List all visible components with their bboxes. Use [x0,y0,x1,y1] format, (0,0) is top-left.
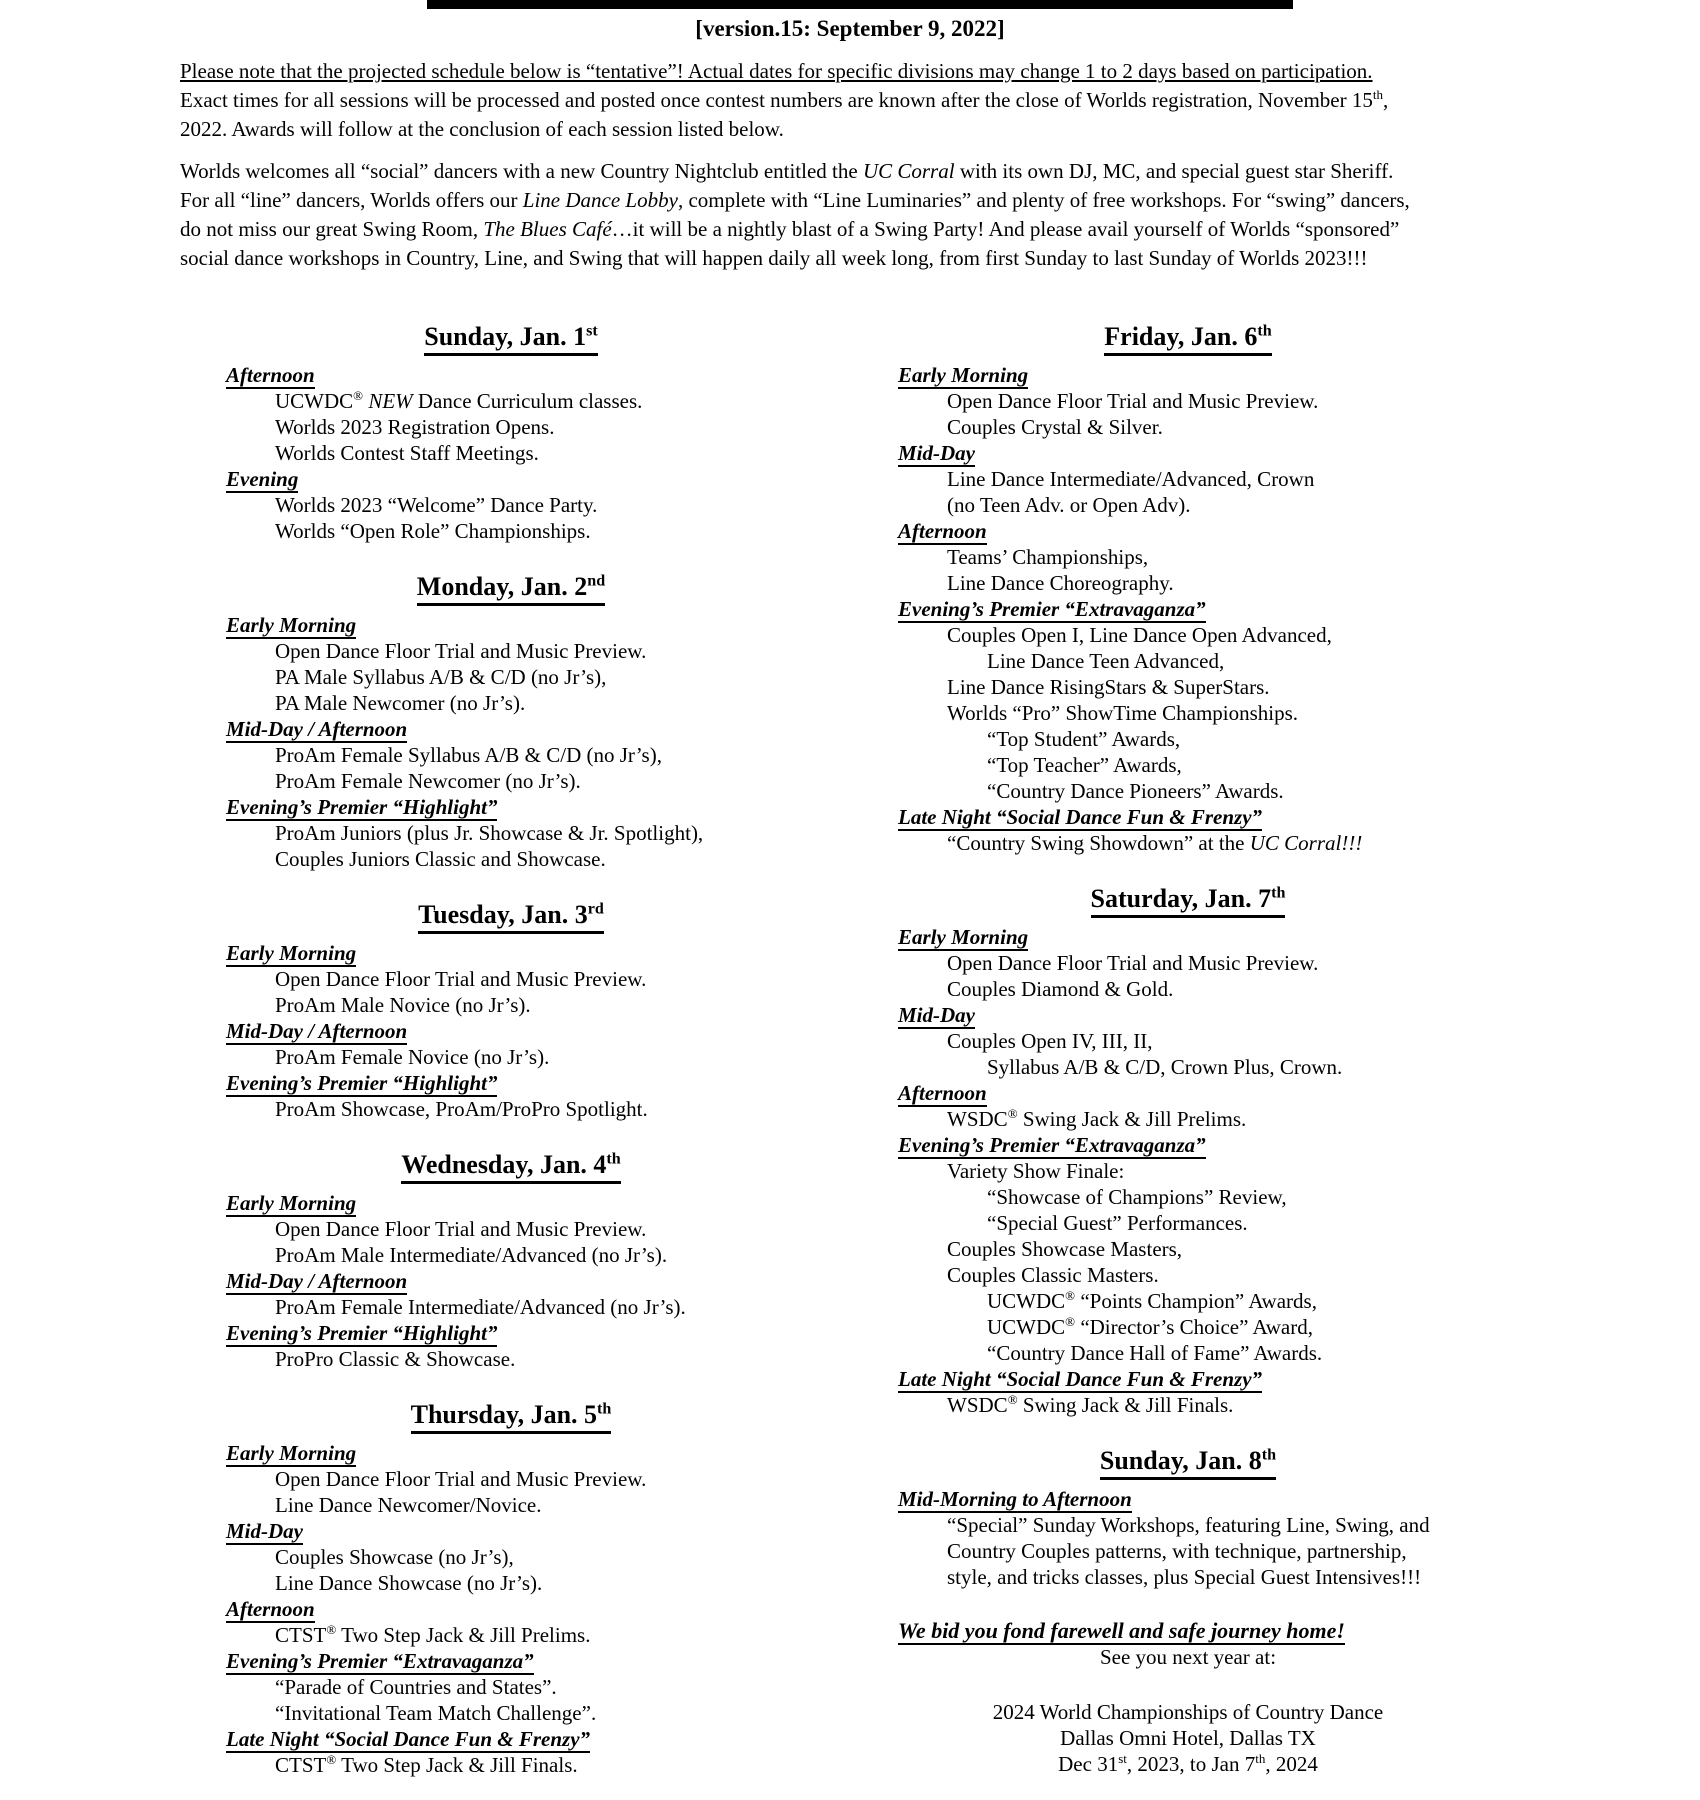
session-items [226,1216,796,1268]
schedule-item: “Special Guest” Performances. [987,1211,1248,1235]
session-label [226,612,796,638]
schedule-item: “Invitational Team Match Challenge”. [275,1701,597,1725]
day-title [226,1150,796,1184]
session-label [898,1132,1478,1158]
schedule-item: “Country Dance Hall of Fame” Awards. [987,1341,1323,1365]
day-title-text: Wednesday, Jan. 4th [401,1150,621,1184]
schedule-item: Open Dance Floor Trial and Music Preview. [275,639,647,663]
day-section [226,1400,796,1778]
session-label-text: Evening’s Premier “Highlight” [226,1071,498,1095]
schedule-item: UCWDC® “Director’s Choice” Award, [987,1314,1313,1339]
day-section [226,322,796,544]
next-event-name: 2024 World Championships of Country Dance [992,1700,1384,1724]
session-block [226,794,796,872]
schedule-item: Couples Showcase Masters, [947,1237,1183,1261]
session-label [226,1726,796,1752]
schedule-column-right [898,322,1478,1777]
session-label-text: Mid-Day [898,441,975,465]
schedule-item: “Parade of Countries and States”. [275,1675,557,1699]
session-block [898,924,1478,1002]
session-label-text: Afternoon [226,363,315,387]
schedule-item: Open Dance Floor Trial and Music Preview. [947,389,1319,413]
session-label-text: Mid-Day / Afternoon [226,717,408,741]
session-label-text: Early Morning [898,363,1029,387]
session-items [226,492,796,544]
session-block [226,1518,796,1596]
schedule-item: Syllabus A/B & C/D, Crown Plus, Crown. [987,1055,1343,1079]
session-label [898,440,1478,466]
schedule-item: Worlds 2023 Registration Opens. [275,415,555,439]
session-items [226,1044,796,1070]
session-label-text: Afternoon [898,519,987,543]
session-label-text: Mid-Day [226,1519,303,1543]
session-label-text: Late Night “Social Dance Fun & Frenzy” [898,1367,1263,1391]
farewell-subline: See you next year at: [1099,1645,1277,1669]
schedule-item: Worlds 2023 “Welcome” Dance Party. [275,493,598,517]
session-label-text: Evening’s Premier “Extravaganza” [898,597,1206,621]
session-block [226,1070,796,1122]
day-title [898,1446,1478,1480]
schedule-item: “Country Swing Showdown” at the UC Corral!!! [947,831,1363,855]
day-title-text: Saturday, Jan. 7th [1091,884,1286,918]
schedule-item: UCWDC® “Points Champion” Awards, [987,1288,1317,1313]
day-section [226,1150,796,1372]
session-block [898,1132,1478,1366]
session-label-text: Mid-Day [898,1003,975,1027]
farewell-headline [898,1618,1478,1644]
session-items [898,1512,1478,1590]
schedule-item: Line Dance Showcase (no Jr’s). [275,1571,543,1595]
day-title [226,1400,796,1434]
schedule-item: Teams’ Championships, [947,545,1149,569]
session-label [226,716,796,742]
session-items [226,388,796,466]
session-items [898,1106,1478,1132]
day-sessions [226,612,796,872]
farewell-headline-text: We bid you fond farewell and safe journey home! [898,1618,1345,1643]
session-items [898,1392,1478,1418]
session-label-text: Evening’s Premier “Highlight” [226,795,498,819]
schedule-item: (no Teen Adv. or Open Adv). [947,493,1191,517]
day-title-text: Tuesday, Jan. 3rd [418,900,604,934]
session-label [226,1320,796,1346]
day-title [898,884,1478,918]
schedule-item: ProPro Classic & Showcase. [275,1347,516,1371]
session-label-text: Mid-Morning to Afternoon [898,1487,1132,1511]
session-label [226,466,796,492]
session-block [898,1002,1478,1080]
schedule-columns [0,322,1700,1800]
session-items [226,1622,796,1648]
session-block [226,1018,796,1070]
day-title [226,900,796,934]
session-items [226,1544,796,1596]
session-label-text: Early Morning [226,941,357,965]
session-label [898,362,1478,388]
session-block [898,804,1478,856]
schedule-column-right-days [898,322,1478,1590]
top-black-bar [427,0,1293,9]
session-items [226,1346,796,1372]
schedule-item: Open Dance Floor Trial and Music Preview. [275,1217,647,1241]
session-block [898,1486,1478,1590]
session-items [226,1294,796,1320]
schedule-item: Couples Showcase (no Jr’s), [275,1545,514,1569]
schedule-item: “Country Dance Pioneers” Awards. [987,779,1284,803]
schedule-item: Couples Open I, Line Dance Open Advanced, [947,623,1332,647]
session-label [226,1070,796,1096]
day-title-text: Monday, Jan. 2nd [417,572,605,606]
day-sessions [898,924,1478,1418]
session-label-text: Early Morning [226,1441,357,1465]
session-label [898,924,1478,950]
schedule-item: Line Dance Newcomer/Novice. [275,1493,542,1517]
schedule-item: “Showcase of Champions” Review, [987,1185,1287,1209]
session-items [226,1096,796,1122]
day-title-text: Thursday, Jan. 5th [411,1400,612,1434]
schedule-item: Line Dance Teen Advanced, [987,649,1225,673]
day-sessions [226,940,796,1122]
session-label [226,1268,796,1294]
session-label [226,794,796,820]
session-block [226,1190,796,1268]
session-items [898,950,1478,1002]
session-label-text: Mid-Day / Afternoon [226,1269,408,1293]
version-line: [version.15: September 9, 2022] [695,16,1005,41]
schedule-item: Open Dance Floor Trial and Music Preview. [275,1467,647,1491]
day-sessions [226,1190,796,1372]
session-block [226,716,796,794]
session-label [226,1440,796,1466]
session-label [898,518,1478,544]
session-items [226,1674,796,1726]
schedule-item: PA Male Newcomer (no Jr’s). [275,691,526,715]
session-items [898,466,1478,518]
session-block [226,1596,796,1648]
day-title-text: Sunday, Jan. 8th [1100,1446,1276,1480]
session-label [226,1648,796,1674]
schedule-item: Worlds Contest Staff Meetings. [275,441,539,465]
next-event-venue: Dallas Omni Hotel, Dallas TX [1060,1726,1316,1750]
session-label-text: Late Night “Social Dance Fun & Frenzy” [226,1727,591,1751]
session-items [226,966,796,1018]
session-block [226,1440,796,1518]
schedule-item: Open Dance Floor Trial and Music Preview. [947,951,1319,975]
schedule-item: Worlds “Open Role” Championships. [275,519,591,543]
schedule-item: ProAm Male Novice (no Jr’s). [275,993,531,1017]
session-block [898,440,1478,518]
day-title [226,322,796,356]
day-section [898,322,1478,856]
session-items [226,742,796,794]
session-items [898,622,1478,804]
session-items [898,544,1478,596]
session-items [898,830,1478,856]
session-items [898,1158,1478,1366]
next-event-details [898,1699,1478,1777]
schedule-item: Couples Juniors Classic and Showcase. [275,847,606,871]
session-block [226,1268,796,1320]
day-title [898,322,1478,356]
session-block [898,362,1478,440]
schedule-item: ProAm Female Novice (no Jr’s). [275,1045,550,1069]
session-block [226,1648,796,1726]
session-label [226,1518,796,1544]
session-items [898,1028,1478,1080]
schedule-item: WSDC® Swing Jack & Jill Prelims. [947,1106,1247,1131]
session-label-text: Early Morning [226,1191,357,1215]
schedule-item: CTST® Two Step Jack & Jill Prelims. [275,1622,591,1647]
day-section [226,900,796,1122]
session-label [898,1366,1478,1392]
schedule-item: “Top Student” Awards, [987,727,1181,751]
day-title-text: Sunday, Jan. 1st [424,322,598,356]
session-items [226,820,796,872]
intro-paragraph-tentative-note: Please note that the projected schedule below is “tentative”! Actual dates for specific divisions may change 1 to 2 days based on participation. Exact times for all sessions will be processed and posted once contest numbers are known after the close of Worlds registration, November 15th, 2022. Awards will follow at the conclusion of each session listed below. [180,59,1389,141]
session-items [898,388,1478,440]
session-label-text: Early Morning [898,925,1029,949]
session-block [226,1320,796,1372]
schedule-item: “Special” Sunday Workshops, featuring Line, Swing, and [947,1513,1430,1537]
day-section [898,1446,1478,1590]
session-items [226,638,796,716]
day-section [226,572,796,872]
schedule-item: ProAm Female Newcomer (no Jr’s). [275,769,581,793]
session-label-text: Late Night “Social Dance Fun & Frenzy” [898,805,1263,829]
schedule-item: UCWDC® NEW Dance Curriculum classes. [275,388,643,413]
session-label [898,1002,1478,1028]
schedule-item: Couples Classic Masters. [947,1263,1159,1287]
session-label [226,1018,796,1044]
day-title-text: Friday, Jan. 6th [1104,322,1271,356]
session-block [226,940,796,1018]
schedule-item: Couples Open IV, III, II, [947,1029,1153,1053]
session-label-text: Mid-Day / Afternoon [226,1019,408,1043]
schedule-item: ProAm Showcase, ProAm/ProPro Spotlight. [275,1097,648,1121]
schedule-item: “Top Teacher” Awards, [987,753,1182,777]
session-label [898,1080,1478,1106]
session-block [898,596,1478,804]
schedule-item: Open Dance Floor Trial and Music Preview. [275,967,647,991]
schedule-column-left [226,322,796,1800]
session-block [226,612,796,716]
schedule-item: ProAm Juniors (plus Jr. Showcase & Jr. Spotlight), [275,821,704,845]
schedule-item: Variety Show Finale: [947,1159,1125,1183]
schedule-item: ProAm Female Syllabus A/B & C/D (no Jr’s), [275,743,662,767]
session-block [898,518,1478,596]
day-section [898,884,1478,1418]
session-items [226,1752,796,1778]
session-block [898,1366,1478,1418]
day-sessions [226,362,796,544]
session-label [226,1190,796,1216]
day-sessions [226,1440,796,1778]
session-label-text: Evening [226,467,299,491]
session-block [226,466,796,544]
schedule-item: Country Couples patterns, with technique, partnership, [947,1539,1407,1563]
session-block [898,1080,1478,1132]
session-label-text: Afternoon [898,1081,987,1105]
session-label [226,362,796,388]
schedule-item: ProAm Female Intermediate/Advanced (no Jr’s). [275,1295,686,1319]
session-label [898,804,1478,830]
schedule-item: style, and tricks classes, plus Special Guest Intensives!!! [947,1565,1422,1589]
session-items [226,1466,796,1518]
schedule-item: CTST® Two Step Jack & Jill Finals. [275,1752,578,1777]
schedule-item: PA Male Syllabus A/B & C/D (no Jr’s), [275,665,607,689]
session-label-text: Evening’s Premier “Extravaganza” [898,1133,1206,1157]
session-block [226,1726,796,1778]
schedule-item: ProAm Male Intermediate/Advanced (no Jr’s). [275,1243,668,1267]
schedule-item: WSDC® Swing Jack & Jill Finals. [947,1392,1234,1417]
session-label-text: Early Morning [226,613,357,637]
next-event-dates: Dec 31st, 2023, to Jan 7th, 2024 [1058,1751,1318,1776]
schedule-item: Couples Crystal & Silver. [947,415,1163,439]
intro-paragraph-social-dance: Worlds welcomes all “social” dancers with a new Country Nightclub entitled the UC Corral with its own DJ, MC, and special guest star Sheriff. For all “line” dancers, Worlds offers our Line Dance Lobby, complete with “Line Luminaries” and plenty of free workshops. For “swing” dancers, do not miss our great Swing Room, The Blues Café…it will be a nightly blast of a Swing Party! And please avail yourself of Worlds “sponsored” social dance workshops in Country, Line, and Swing that will happen daily all week long, from first Sunday to last Sunday of Worlds 2023!!! [180,159,1410,270]
session-label [226,1596,796,1622]
schedule-item: Line Dance Choreography. [947,571,1174,595]
session-label [898,1486,1478,1512]
session-label-text: Evening’s Premier “Highlight” [226,1321,498,1345]
schedule-item: Line Dance Intermediate/Advanced, Crown [947,467,1315,491]
day-sessions [898,1486,1478,1590]
day-title [226,572,796,606]
schedule-item: Worlds “Pro” ShowTime Championships. [947,701,1299,725]
schedule-item: Couples Diamond & Gold. [947,977,1174,1001]
session-block [226,362,796,466]
schedule-item: Line Dance RisingStars & SuperStars. [947,675,1270,699]
farewell-section [898,1618,1478,1777]
day-sessions [898,362,1478,856]
session-label-text: Evening’s Premier “Extravaganza” [226,1649,534,1673]
session-label-text: Afternoon [226,1597,315,1621]
session-label [226,940,796,966]
session-label [898,596,1478,622]
